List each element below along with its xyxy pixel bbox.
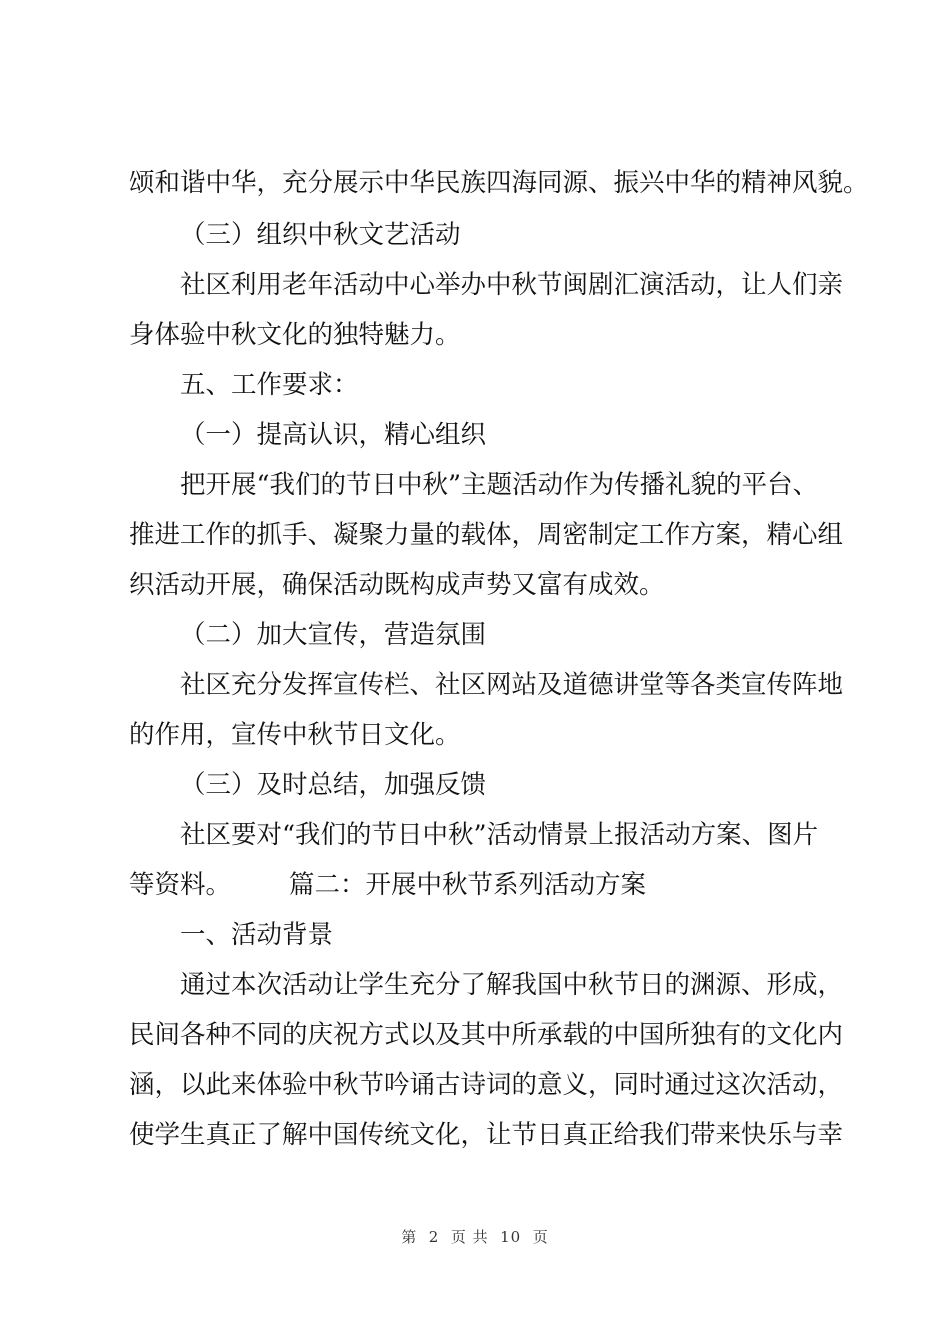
text-line: 社区充分发挥宣传栏、社区网站及道德讲堂等各类宣传阵地 <box>180 670 844 700</box>
text-line: 通过本次活动让学生充分了解我国中秋节日的渊源、形成， <box>180 970 844 1000</box>
text-line: 涵，以此来体验中秋节吟诵古诗词的意义，同时通过这次活动， <box>129 1070 844 1100</box>
text-line: 使学生真正了解中国传统文化，让节日真正给我们带来快乐与幸 <box>129 1120 844 1150</box>
text-line: 把开展“我们的节日中秋”主题活动作为传播礼貌的平台、 <box>180 470 819 500</box>
section-heading: 五、工作要求： <box>180 370 359 400</box>
text-line: 织活动开展，确保活动既构成声势又富有成效。 <box>129 570 665 600</box>
text-line: 推进工作的抓手、凝聚力量的载体，周密制定工作方案，精心组 <box>129 520 844 550</box>
text-line: 社区要对“我们的节日中秋”活动情景上报活动方案、图片 <box>180 820 819 850</box>
text-line <box>129 870 646 900</box>
subheading: （三）及时总结，加强反馈 <box>180 770 487 800</box>
page-number-footer: 第 2 页 共 10 页 <box>401 1228 549 1246</box>
subheading: （三）组织中秋文艺活动 <box>180 220 461 250</box>
text-line: 的作用，宣传中秋节日文化。 <box>129 720 461 750</box>
text-line: 颂和谐中华，充分展示中华民族四海同源、振兴中华的精神风貌。 <box>129 168 869 198</box>
subheading: （二）加大宣传，营造氛围 <box>180 620 487 650</box>
subheading: （一）提高认识，精心组织 <box>180 420 487 450</box>
text-line: 社区利用老年活动中心举办中秋节闽剧汇演活动，让人们亲 <box>180 270 844 300</box>
text-line: 身体验中秋文化的独特魅力。 <box>129 320 461 350</box>
article-title: 篇二：开展中秋节系列活动方案 <box>289 870 647 900</box>
text-line: 民间各种不同的庆祝方式以及其中所承载的中国所独有的文化内 <box>129 1020 844 1050</box>
section-heading: 一、活动背景 <box>180 920 334 950</box>
text-fragment: 等资料。 <box>129 870 232 900</box>
